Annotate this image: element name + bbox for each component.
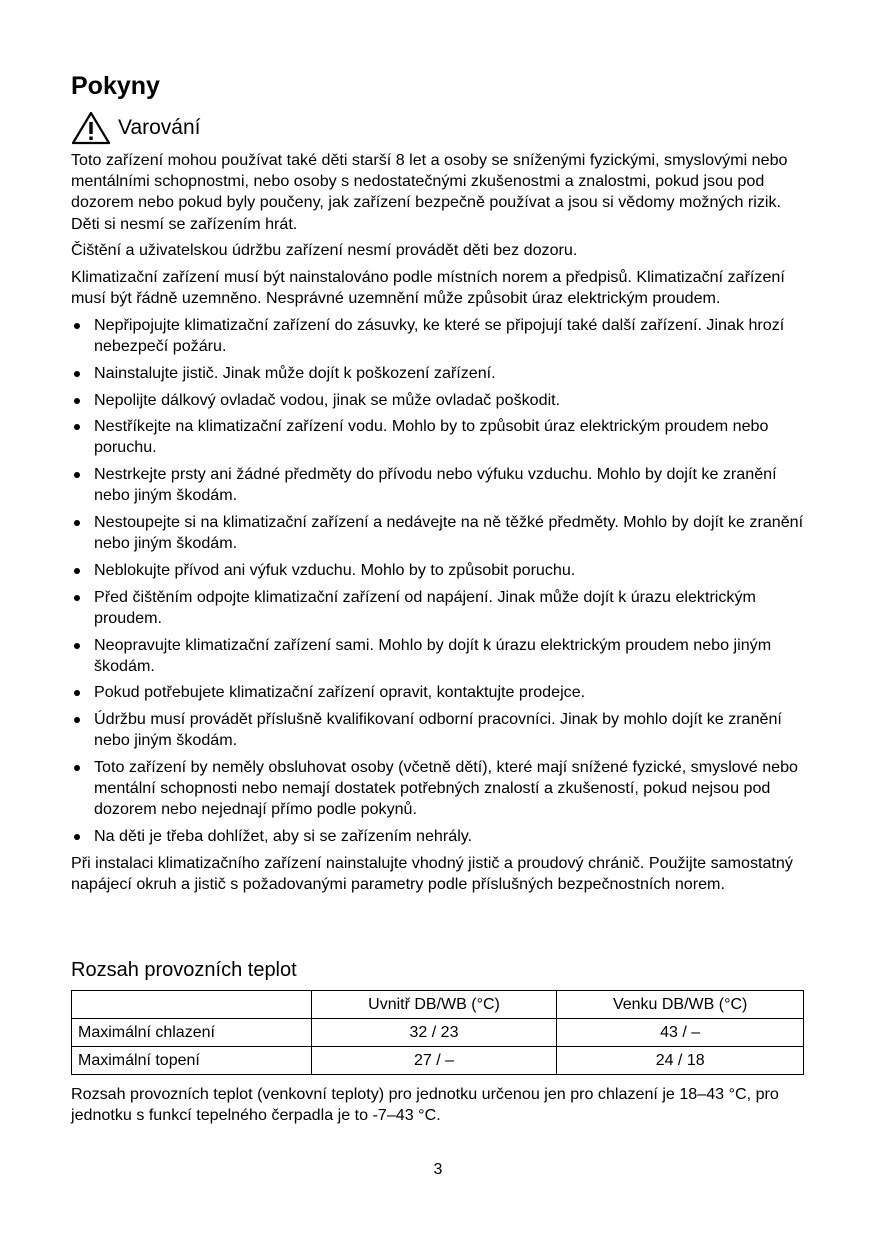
table-header-row bbox=[72, 991, 804, 1019]
temperature-table bbox=[71, 990, 804, 1075]
list-item: Nepřipojujte klimatizační zařízení do zásuvky, ke které se připojují také další zařízení. Jinak hrozí nebezpečí požáru. bbox=[71, 315, 805, 357]
table-cell: 43 / – bbox=[557, 1019, 804, 1047]
warning-title: Varování bbox=[118, 116, 201, 139]
warning-header bbox=[71, 110, 201, 146]
paragraph: Čištění a uživatelskou údržbu zařízení nesmí provádět děti bez dozoru. bbox=[71, 241, 578, 260]
list-item: Na děti je třeba dohlížet, aby si se zařízením nehrály. bbox=[71, 826, 805, 847]
warning-content bbox=[71, 150, 805, 901]
paragraph: Toto zařízení mohou používat také děti starší 8 let a osoby se sníženými fyzickými, smyslovými nebo mentálními schopnostmi, nebo osoby s nedostatečnými zkušenostmi a znalostmi, pokud jsou pod dozorem nebo pokud byly poučeny, jak zařízení bezpečně používat a jsou si vědomy možných rizik. Děti si nesmí se zařízením hrát. bbox=[71, 151, 788, 233]
list-item: Neblokujte přívod ani výfuk vzduchu. Mohlo by to způsobit poruchu. bbox=[71, 560, 805, 581]
section-heading: Rozsah provozních teplot bbox=[71, 959, 297, 981]
table-header-cell: Uvnitř DB/WB (°C) bbox=[311, 991, 557, 1019]
table-cell: 24 / 18 bbox=[557, 1047, 804, 1075]
table-cell: 32 / 23 bbox=[311, 1019, 557, 1047]
table-header-cell bbox=[72, 991, 312, 1019]
page-title: Pokyny bbox=[71, 72, 160, 100]
warning-list bbox=[71, 315, 805, 847]
table-row bbox=[72, 1047, 804, 1075]
list-item: Nepolijte dálkový ovladač vodou, jinak se může ovladač poškodit. bbox=[71, 390, 805, 411]
warning-triangle-icon bbox=[71, 111, 111, 145]
table-cell: Maximální chlazení bbox=[72, 1019, 312, 1047]
closing-paragraph: Při instalaci klimatizačního zařízení nainstalujte vhodný jistič a proudový chránič. Použijte samostatný napájecí okruh a jistič s požadovanými parametry podle příslušných bezpečnostních norem. bbox=[71, 853, 793, 894]
table-row bbox=[72, 1019, 804, 1047]
table-cell: Maximální topení bbox=[72, 1047, 312, 1075]
list-item: Toto zařízení by neměly obsluhovat osoby (včetně dětí), které mají snížené fyzické, smyslové nebo mentální schopnosti nebo nemají dostatek potřebných znalostí a zkušeností, pokud nejsou pod dozorem nebo nejednají přímo podle pokynů. bbox=[71, 757, 805, 821]
temperature-note: Rozsah provozních teplot (venkovní teploty) pro jednotku určenou jen pro chlazení je 18–43 °C, pro jednotku s funkcí tepelného čerpadla je to -7–43 °C. bbox=[71, 1085, 779, 1125]
list-item: Nestříkejte na klimatizační zařízení vodu. Mohlo by to způsobit úraz elektrickým proudem nebo poruchu. bbox=[71, 416, 805, 458]
table-cell: 27 / – bbox=[311, 1047, 557, 1075]
table-header-cell: Venku DB/WB (°C) bbox=[557, 991, 804, 1019]
list-item: Pokud potřebujete klimatizační zařízení opravit, kontaktujte prodejce. bbox=[71, 682, 805, 703]
page-number: 3 bbox=[433, 1161, 443, 1178]
list-item: Údržbu musí provádět příslušně kvalifikovaní odborní pracovníci. Jinak by mohlo dojít ke zranění nebo jiným škodám. bbox=[71, 709, 805, 751]
list-item: Nestrkejte prsty ani žádné předměty do přívodu nebo výfuku vzduchu. Mohlo by dojít ke zranění nebo jiným škodám. bbox=[71, 464, 805, 506]
list-item: Nainstalujte jistič. Jinak může dojít k poškození zařízení. bbox=[71, 363, 805, 384]
paragraph: Klimatizační zařízení musí být nainstalováno podle místních norem a předpisů. Klimatizační zařízení musí být řádně uzemněno. Nesprávné uzemnění může způsobit úraz elektrickým proudem. bbox=[71, 268, 785, 308]
list-item: Neopravujte klimatizační zařízení sami. Mohlo by dojít k úrazu elektrickým proudem nebo jiným škodám. bbox=[71, 635, 805, 677]
list-item: Nestoupejte si na klimatizační zařízení a nedávejte na ně těžké předměty. Mohlo by dojít ke zranění nebo jiným škodám. bbox=[71, 512, 805, 554]
list-item: Před čištěním odpojte klimatizační zařízení od napájení. Jinak může dojít k úrazu elektrickým proudem. bbox=[71, 587, 805, 629]
